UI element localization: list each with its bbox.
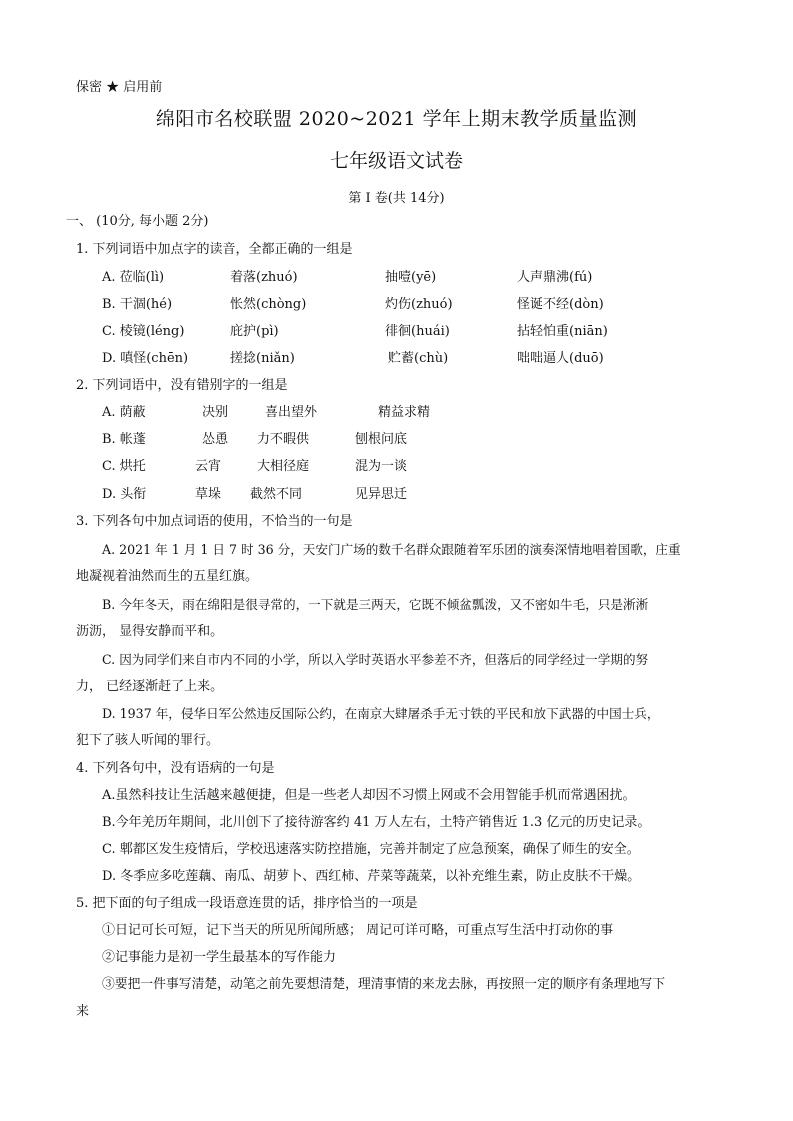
q1-option-d-word3: 贮蓄(chù) (388, 351, 449, 366)
q5-sentence-2: ②记事能力是初一学生最基本的写作能力 (102, 950, 337, 965)
q2-option-b-word4: 刨根问底 (355, 432, 408, 447)
q1-option-d-word1: D. 嗔怪(chēn) (102, 351, 189, 366)
q3-option-d-line1: D. 1937 年，侵华日军公然违反国际公约，在南京大肆屠杀手无寸铁的平民和放下武器的中国士兵， (102, 706, 660, 721)
q2-option-d-word2: 草垛 (195, 487, 222, 502)
q3-option-b-line2: 沥沥， 显得安静而平和。 (76, 624, 224, 639)
q3-option-c-line1: C. 因为同学们来自市内不同的小学，所以入学时英语水平参差不齐，但落后的同学经过一学期的努 (102, 652, 649, 667)
q2-option-b-word3: 力不暇供 (257, 432, 310, 447)
q3-option-a-line1: A. 2021 年 1 月 1 日 7 时 36 分，天安门广场的数千名群众跟随着军乐团的演奏深情地唱着国歌，庄重 (102, 542, 681, 557)
volume-heading: 第 Ⅰ 卷(共 14分) (348, 191, 445, 206)
question-3-stem: 3. 下列各句中加点词语的使用，不恰当的一句是 (76, 514, 353, 529)
q1-option-a-word4: 人声鼎沸(fú) (517, 270, 593, 285)
q3-option-d-line2: 犯下了骇人听闻的罪行。 (76, 733, 220, 748)
section-heading: 一、 (10分, 每小题 2分) (66, 214, 209, 229)
q1-option-c-word2: 庇护(pì) (230, 324, 279, 339)
q5-sentence-3-line2: 来 (76, 1004, 90, 1019)
q1-option-c-word3: 徘徊(huái) (385, 324, 450, 339)
q2-option-d-word3: 截然不同 (250, 487, 303, 502)
q2-option-a-word4: 精益求精 (378, 405, 431, 420)
q2-option-b-word1: B. 帐蓬 (102, 432, 146, 447)
question-5-stem: 5. 把下面的句子组成一段语意连贯的话，排序恰当的一项是 (76, 896, 418, 911)
q2-option-c-word2: 云宵 (195, 459, 222, 474)
q1-option-c-word1: C. 棱镜(léng) (102, 324, 185, 339)
q5-sentence-3-line1: ③要把一件事写清楚，动笔之前先要想清楚，理清事情的来龙去脉，再按照一定的顺序有条理地写下 (102, 977, 666, 992)
q2-option-c-word4: 混为一谈 (355, 459, 408, 474)
q3-option-b-line1: B. 今年冬天，雨在绵阳是很寻常的，一下就是三两天，它既不倾盆瓢泼，又不密如牛毛，只是淅淅 (102, 597, 649, 612)
q2-option-a-word2: 决别 (202, 405, 229, 420)
q1-option-a-word2: 着落(zhuó) (230, 270, 298, 285)
question-4-stem: 4. 下列各句中，没有语病的一句是 (76, 761, 275, 776)
q3-option-c-line2: 力， 已经逐渐赶了上来。 (76, 679, 224, 694)
q3-option-a-line2: 地凝视着油然而生的五星红旗。 (76, 569, 259, 584)
q1-option-b-word3: 灼伤(zhuó) (385, 297, 453, 312)
q1-option-d-word4: 咄咄逼人(duō) (517, 351, 604, 366)
q1-option-b-word4: 怪诞不经(dòn) (517, 297, 604, 312)
q1-option-c-word4: 拈轻怕重(niān) (517, 324, 608, 339)
q5-sentence-1: ①日记可长可短，记下当天的所见所闻所感； 周记可详可略，可重点写生活中打动你的事 (102, 923, 614, 938)
question-2-stem: 2. 下列词语中，没有错别字的一组是 (76, 378, 288, 393)
q2-option-b-word2: 怂恿 (202, 432, 229, 447)
q2-option-a-word3: 喜出望外 (265, 405, 318, 420)
exam-subtitle: 七年级语文试卷 (329, 150, 463, 172)
q1-option-b-word1: B. 干涸(hé) (102, 297, 173, 312)
q4-option-d: D. 冬季应多吃莲藕、南瓜、胡萝卜、西红柿、芹菜等蔬菜，以补充维生素，防止皮肤不干燥。 (102, 869, 641, 884)
confidential-mark: 保密 ★ 启用前 (76, 80, 163, 95)
question-1-stem: 1. 下列词语中加点字的读音，全都正确的一组是 (76, 242, 353, 257)
q2-option-d-word4: 见异思迁 (355, 487, 408, 502)
q4-option-c: C. 郫都区发生疫情后，学校迅速落实防控措施，完善并制定了应急预案，确保了师生的安全。 (102, 842, 640, 857)
q2-option-a-word1: A. 荫蔽 (102, 405, 146, 420)
q1-option-d-word2: 搓捻(niǎn) (230, 351, 295, 366)
q4-option-b: B.今年羌历年期间，北川创下了接待游客约 41 万人左右，土特产销售近 1.3 亿元的历史记录。 (102, 815, 651, 830)
q2-option-c-word1: C. 烘托 (102, 459, 146, 474)
q2-option-c-word3: 大相径庭 (257, 459, 310, 474)
q2-option-d-word1: D. 头衔 (102, 487, 147, 502)
q1-option-a-word3: 抽噎(yē) (385, 270, 437, 285)
q1-option-a-word1: A. 莅临(lì) (102, 270, 165, 285)
exam-title: 绵阳市名校联盟 2020~2021 学年上期末教学质量监测 (155, 108, 638, 130)
q4-option-a: A.虽然科技让生活越来越便捷，但是一些老人却因不习惯上网或不会用智能手机而常遇困扰。 (102, 788, 636, 803)
q1-option-b-word2: 怅然(chòng) (230, 297, 307, 312)
